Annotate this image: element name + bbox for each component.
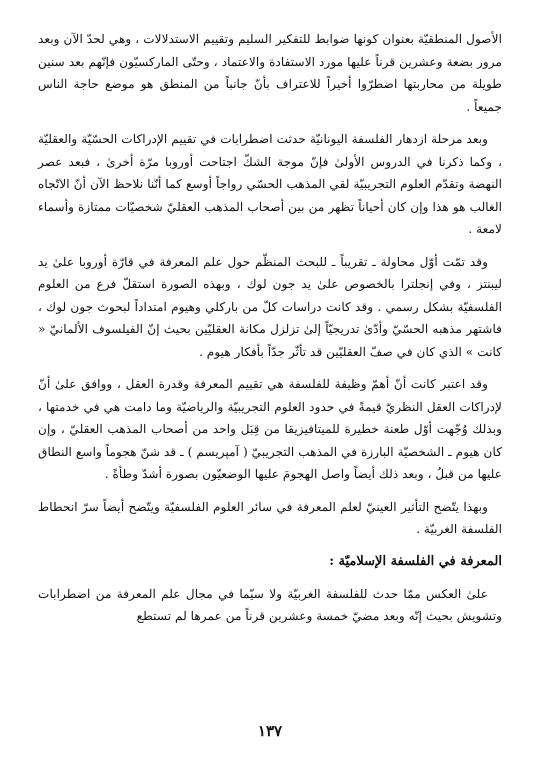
- section-heading: المعرفة في الفلسفة الإسلاميّة :: [329, 553, 502, 569]
- body-paragraph-5: وبهذا يتّضح التأثير العينيّ لعلم المعرفة في سائر العلوم الفلسفيّة ويتّضح أيضاً سرّ انحطاط الفلسفة الغربيّة .: [38, 499, 502, 536]
- body-paragraph-4: وقد اعتبر كانت أنّ أهمّ وظيفة للفلسفة هي تقييم المعرفة وقدرة العقل ، ووافق علىٰ أنّ لإدراكات العقل النظريّ قيمةً في حدود العلوم التجريبيّة والرياضيّة وما دامت هي في خدمتها ، وبذلك وُجّهت أوّل طعنة خطيرة للميتافيزيقا من قِبَل واحد من أصحاب المذهب العقليّ ، وإن كان هيوم ـ الشخصيّة البارزة في المذهب التجريبيّ ( آمپريسم ) ـ قد شنّ هجوماً واسع النطاق عليها من قبلُ ، وبعد ذلك أيضاً واصل الهجومَ عليها الوضعيّون بصورة أشدّ وطأةً .: [38, 377, 502, 481]
- body-paragraph-3: وقد تمّت أوّل محاولة ـ تقريباً ـ للبحث المنظّم حول علم المعرفة في قارّة أوروبا علىٰ يد ليبنتز ، وفي إنجلترا بالخصوص علىٰ يد جون لوك ، وبهذه الصورة استقلّ فرع من العلوم الفلسفيّة بشكل رسمي . وقد كانت دراسات كلّ من باركلي وهيوم امتداداً لبحوث جون لوك ، فاشتهر مذهبه الحسّيّ وأدّىٰ تدريجيّاً إلىٰ تزلزل مكانة العقليّين بحيث إنّ الفيلسوف الألمانيّ « كانت » الذي كان في صفّ العقليّين قد تأثّر جدّاً بأفكار هيوم .: [38, 254, 502, 359]
- page-number: ١٣٧: [257, 722, 283, 740]
- body-paragraph-6: علىٰ العكس ممّا حدث للفلسفة الغربيّة ولا سيّما في مجال علم المعرفة من اضطرابات وتشويش بحيث إنّه وبعد مضيّ خمسة وعشرين قرناً من عمرها لم تستطع: [38, 586, 502, 623]
- body-paragraph-2: وبعد مرحلة ازدهار الفلسفة اليونانيّة حدثت اضطرابات في تقييم الإدراكات الحسّيّة والعقليّة ، وكما ذكرنا في الدروس الأولىٰ فإنّ موجة الشكّ اجتاحت أوروبا مرّة أخرىٰ ، فبعد عصر النهضة وتقدّم العلوم التجريبيّة لقي المذهب الحسّي رواجاً أوسع كما أنّنا نلاحظ الآن أنّ الاتّجاه الغالب هو هذا وإن كان أحياناً تظهر من بين أصحاب المذهب العقليّ شخصيّات ممتازة وأسماء لامعة .: [38, 132, 502, 236]
- body-paragraph-1: الأصول المنطقيّة بعنوان كونها ضوابط للتفكير السليم وتقييم الاستدلالات ، وهي لحدّ الآن وبعد مرور بضعة وعشرين قرناً عليها مورد الاستفادة والاعتماد ، وحتّى الماركسيّون فإنّهم بعد سنين طويلة من محاربتها اضطرّوا أخيراً للاعتراف بأنّ جانباً من المنطق هو موضع حاجة الناس جميعاً .: [38, 32, 502, 114]
